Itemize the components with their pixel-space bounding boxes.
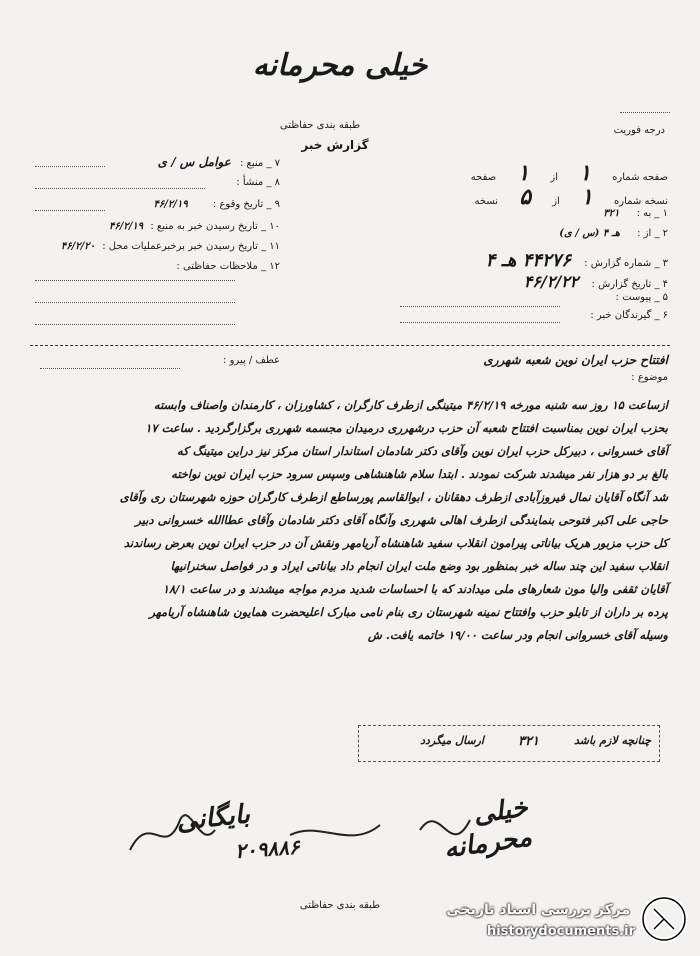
body-line-7: کل حزب مزبور هریک بیاناتی پیرامون انقلاب سفید شاهنشاه آریامهر ونقش آن در حزب ایران نوین بعرض رساندند xyxy=(123,536,668,550)
body-line-9: آقایان ثقفی والیا مون شعارهای ملی میدادند که با احساسات شدید مردم مواجه میشدند و در ساعت ۱۸/۱ xyxy=(162,582,668,596)
field-page-number: صفحه شماره ۱ از ۱ صفحه xyxy=(470,160,668,186)
field-attachment: ۵ _ پیوست : xyxy=(615,292,668,303)
body-line-10: پرده بر داران از تابلو حزب وافتتاح نمینه شهرستان ری بنام نامی مبارک اعلیحضرت همایون شاهنشاه آریامهر xyxy=(149,605,668,619)
field-event-date: ۹ _ تاریخ وقوع : ۴۶/۲/۱۹ xyxy=(153,199,280,210)
body-line-1: ازساعت ۱۵ روز سه شنبه مورخه ۴۶/۲/۱۹ میتینگی ازطرف کارگران ، کشاورزان ، کارمندان واصناف وابسته xyxy=(153,398,668,412)
field-report-number: ۳ _ شماره گزارش : ۴۴۲۷۶ هـ ۴ xyxy=(485,250,668,271)
paraph-label: عطف / پیرو : xyxy=(223,355,280,366)
handwritten-classification: خیلی محرمانه xyxy=(442,792,534,865)
subject-value: افتتاح حزب ایران نوین شعبه شهرری xyxy=(483,353,668,367)
signature-scribbles xyxy=(120,790,480,880)
field-copy-number: نسخه شماره ۱ از ۵ نسخه xyxy=(474,184,668,210)
footer-classification: طبقه بندی حفاظتی xyxy=(299,900,381,911)
field-from: ۲ _ از : هـ ۴ (س / ی) xyxy=(559,228,668,239)
divider xyxy=(30,345,670,346)
body-line-6: حاجی علی اکبر فتوحی بنمایندگی ازطرف اهالی شهرری وآنگاه آقای دکتر شادمان وآقای عطاالله خسروانی دبیر xyxy=(135,513,668,527)
subject-row xyxy=(368,353,668,367)
signature-stroke-2 xyxy=(420,820,470,834)
watermark-logo-icon xyxy=(640,895,688,943)
subject-label: موضوع : xyxy=(631,372,668,383)
page-title: خیلی محرمانه xyxy=(252,48,428,83)
body-line-11: وسیله آقای خسروانی انجام ودر ساعت ۱۹/۰۰ خاتمه یافت. ش xyxy=(367,628,668,642)
body-line-2: بحزب ایران نوین بمناسبت افتتاح شعبه آن حزب درشهرری درمیدان مجسمه شهرری برگزارگردید . ساعت ۱۷ xyxy=(145,421,668,435)
field-source: ۷ _ منبع : عوامل س / ی xyxy=(157,155,280,169)
field-origin: ۸ _ منشأ : xyxy=(236,177,280,188)
field-report-date: ۴ _ تاریخ گزارش : ۴۶/۲/۲۲ xyxy=(523,272,668,291)
watermark-title: مرکز بررسی اسناد تاریخی xyxy=(446,902,630,918)
body-line-8: انقلاب سفید این چند ساله خبر بمنظور بود وضع ملت ایران انجام داد بیاناتی ایراد و در فواصل سخنرانیها xyxy=(170,559,668,573)
signature-stroke-3 xyxy=(290,825,380,835)
field-source-date: ۱۰ _ تاریخ رسیدن خبر به منبع : ۴۶/۲/۱۹ xyxy=(108,221,280,232)
field-to: ۱ _ به : ۳۲۱ xyxy=(603,208,668,219)
body-line-3: آقای خسروانی ، دبیرکل حزب ایران نوین وآقای دکتر شادمان استاندار استان مرکز نیز دراین میتینگ که xyxy=(176,444,668,458)
routing-stamp: چنانچه لازم باشد ۳۲۱ ارسال میگردد xyxy=(358,725,660,762)
watermark-url: historydocuments.ir xyxy=(486,924,635,939)
field-recipients: ۶ _ گیرندگان خبر : xyxy=(590,310,668,321)
handwritten-number: ۲۰۹۸۸۶ xyxy=(234,834,301,864)
field-ops-date: ۱۱ _ تاریخ رسیدن خبر برخبرعملیات محل : ۴۶/۲/۲۰ xyxy=(60,241,280,252)
signature-stroke-1 xyxy=(130,815,215,850)
classification-label: طبقه بندی حفاظتی xyxy=(279,120,361,131)
urgency-label: درجه فوریت xyxy=(613,125,665,136)
report-title: گزارش خبر xyxy=(301,138,369,152)
urgency-line xyxy=(620,112,670,113)
handwritten-archive: بایگانی xyxy=(174,799,252,837)
field-security-notes: ۱۲ _ ملاحظات حفاظتی : xyxy=(176,261,280,272)
body-line-5: شد آنگاه آقایان نمال فیروزآبادی ازطرف دهقانان ، ابوالقاسم پورساطع ازطرف کارگران حوزه شهرستان ری وآقای xyxy=(119,490,668,504)
body-line-4: بالغ بر دو هزار نفر میشدند شرکت نمودند . ابتدا سلام شاهنشاهی وسپس سرود حزب ایران نوین نواخته xyxy=(171,467,668,481)
